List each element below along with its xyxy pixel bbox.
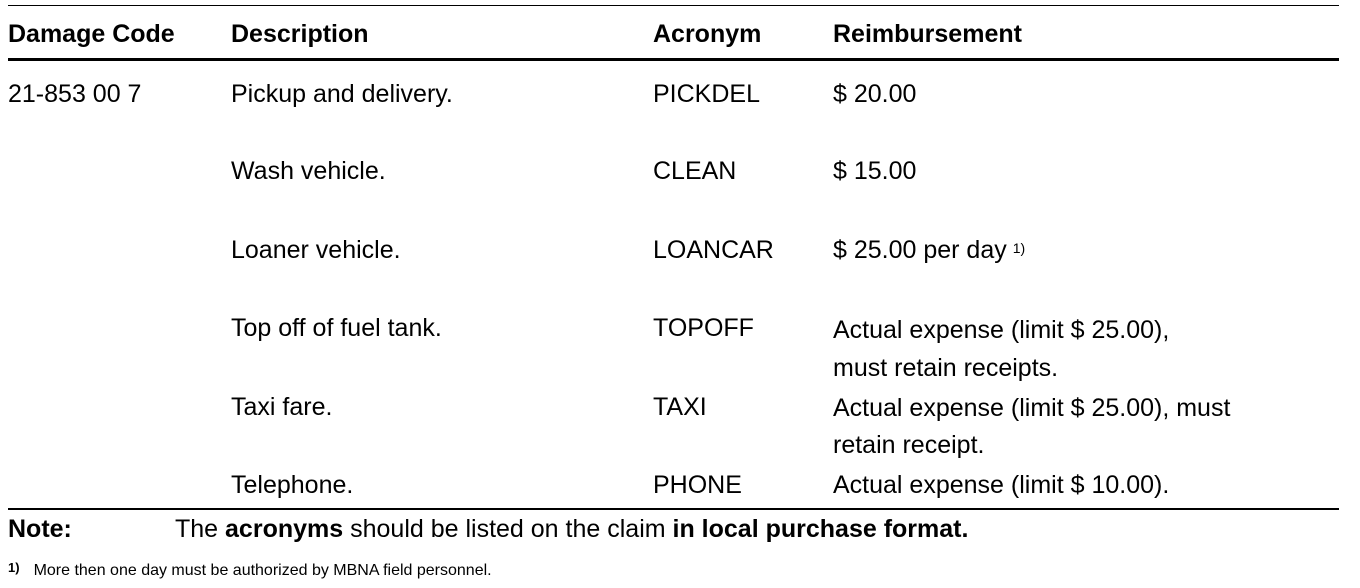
note-label: Note: [8, 515, 72, 543]
row-5-reimbursement-line-2: retain receipt. [833, 431, 985, 459]
row-1-reimbursement: $ 20.00 [833, 80, 917, 108]
header-acronym: Acronym [653, 20, 762, 48]
row-3-reimbursement [833, 233, 1025, 267]
row-1-code: 21-853 00 7 [8, 80, 142, 108]
row-6-description: Telephone. [231, 471, 354, 499]
row-5-acronym: TAXI [653, 393, 707, 421]
row-3-reimbursement-text: $ 25.00 per day [833, 236, 1007, 264]
table-top-rule [8, 5, 1339, 6]
header-damage-code: Damage Code [8, 20, 175, 48]
row-4-reimbursement-line-1: Actual expense (limit $ 25.00), [833, 316, 1170, 344]
row-6-reimbursement: Actual expense (limit $ 10.00). [833, 471, 1170, 499]
row-4-reimbursement-line-2: must retain receipts. [833, 354, 1059, 382]
note-text-2: should be listed on the claim [343, 515, 673, 543]
row-1-description: Pickup and delivery. [231, 80, 453, 108]
row-2-reimbursement: $ 15.00 [833, 157, 917, 185]
header-reimbursement: Reimbursement [833, 20, 1022, 48]
row-2-acronym: CLEAN [653, 157, 737, 185]
table-bottom-rule [8, 508, 1339, 510]
row-3-acronym: LOANCAR [653, 236, 774, 264]
footnote [8, 560, 492, 582]
footnote-text: More then one day must be authorized by MBNA field personnel. [33, 562, 492, 579]
header-bottom-rule [8, 58, 1339, 61]
row-5-description: Taxi fare. [231, 393, 333, 421]
row-4-description: Top off of fuel tank. [231, 314, 442, 342]
note-bold-1: acronyms [225, 515, 344, 543]
row-5-reimbursement-line-1: Actual expense (limit $ 25.00), must [833, 394, 1231, 422]
row-4-acronym: TOPOFF [653, 314, 754, 342]
header-description: Description [231, 20, 369, 48]
row-2-description: Wash vehicle. [231, 157, 386, 185]
note-bold-2: in local purchase format. [672, 515, 969, 543]
row-3-description: Loaner vehicle. [231, 236, 401, 264]
note-text-1: The [175, 515, 226, 543]
footnote-mark: 1) [8, 560, 20, 575]
footnote-marker: 1) [1012, 240, 1026, 256]
row-6-acronym: PHONE [653, 471, 742, 499]
note-text [175, 512, 968, 546]
row-1-acronym: PICKDEL [653, 80, 760, 108]
